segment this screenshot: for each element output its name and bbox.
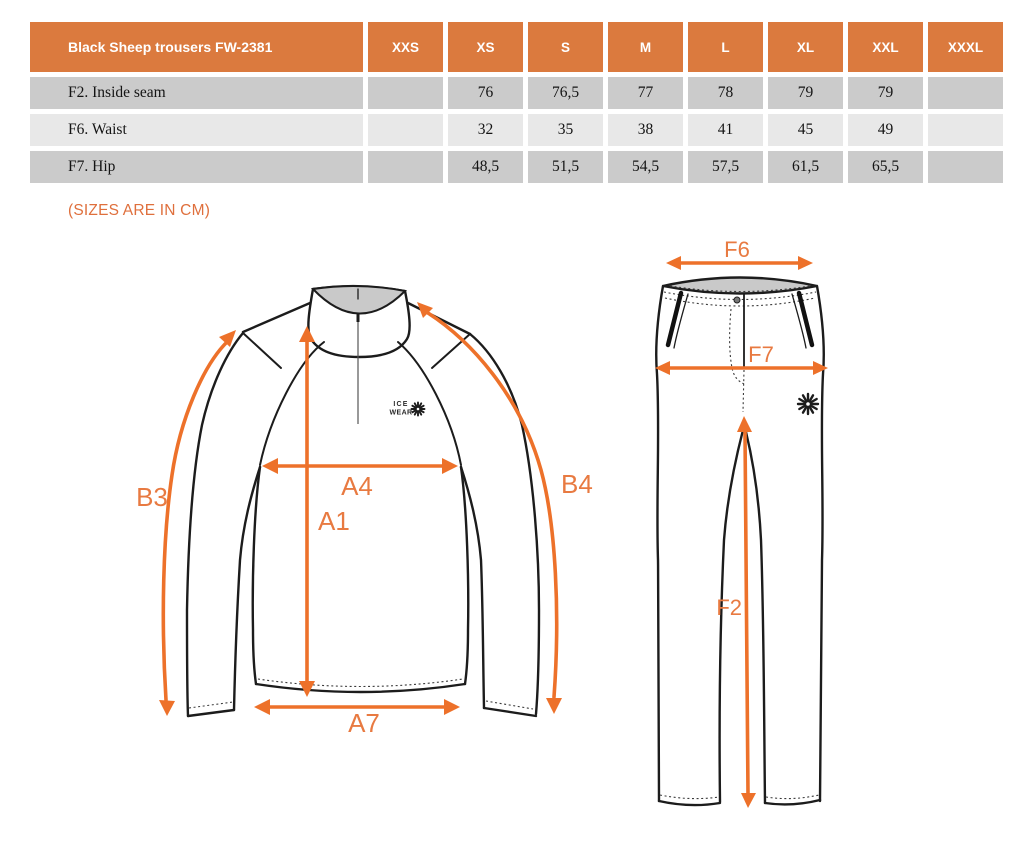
measurement-diagrams (0, 230, 1030, 849)
measurement-f2 (716, 416, 756, 808)
left-sleeve-head-seam (243, 333, 281, 368)
left-cuff (188, 710, 234, 716)
cell-waist-m: 38 (608, 114, 683, 146)
cell-waist-l: 41 (688, 114, 763, 146)
f7-arrowhead-right (813, 361, 828, 375)
cell-hip-xl: 61,5 (768, 151, 843, 183)
a4-arrowhead-right (442, 458, 458, 474)
cell-hip-xxs (368, 151, 443, 183)
f2-arrow-shaft (745, 432, 748, 794)
size-table (30, 22, 1003, 183)
cell-waist-xs: 32 (448, 114, 523, 146)
f2-arrowhead-bottom (741, 793, 756, 808)
b3-label: B3 (136, 482, 168, 512)
fly-stitch-center (743, 370, 744, 412)
shirt-diagram (136, 286, 593, 738)
trousers-diagram (655, 237, 828, 808)
fly-stitch-j (730, 309, 744, 384)
right-pocket-trim (799, 293, 812, 345)
left-cuff-stitch (189, 702, 233, 708)
a7-label: A7 (348, 708, 380, 738)
sizes-in-cm-note: (SIZES ARE IN CM) (68, 202, 211, 219)
size-header-xxxl: XXXL (928, 22, 1003, 72)
size-header-xs: XS (448, 22, 523, 72)
trousers-right-outer (817, 286, 824, 801)
left-pocket-trim (668, 293, 681, 345)
cell-inside-seam-xl: 79 (768, 77, 843, 109)
shirt-body-right-side (461, 467, 468, 684)
f6-label: F6 (724, 237, 750, 262)
cell-inside-seam-xxl: 79 (848, 77, 923, 109)
waist-button (734, 297, 740, 303)
a1-arrowhead-top (299, 326, 315, 342)
right-sleeve-head-seam (432, 334, 470, 368)
f2-label: F2 (716, 595, 742, 620)
size-header-l: L (688, 22, 763, 72)
measurement-a1 (299, 326, 350, 697)
b4-arrow-curve (428, 313, 557, 697)
cell-waist-xxl: 49 (848, 114, 923, 146)
size-header-xxs: XXS (368, 22, 443, 72)
a4-arrowhead-left (262, 458, 278, 474)
cell-waist-xxxl (928, 114, 1003, 146)
size-header-xxl: XXL (848, 22, 923, 72)
size-header-m: M (608, 22, 683, 72)
snowflake-icon (798, 394, 818, 414)
row-label-waist: F6. Waist (30, 114, 363, 146)
cell-inside-seam-m: 77 (608, 77, 683, 109)
cell-inside-seam-xxxl (928, 77, 1003, 109)
measurement-f6 (666, 237, 813, 270)
snowflake-icon (412, 403, 425, 416)
f6-arrowhead-right (798, 256, 813, 270)
cell-hip-xs: 48,5 (448, 151, 523, 183)
b3-arrowhead-bottom (159, 700, 175, 716)
left-leg-hem (659, 801, 720, 805)
f6-arrowhead-left (666, 256, 681, 270)
right-leg-hem (765, 800, 820, 804)
cell-waist-xl: 45 (768, 114, 843, 146)
cell-hip-xxxl (928, 151, 1003, 183)
b4-label: B4 (561, 469, 593, 499)
measurement-a7 (254, 699, 460, 738)
left-shoulder-line (243, 303, 310, 332)
f7-label: F7 (748, 342, 774, 367)
left-leg-hem-stitch (660, 795, 719, 799)
shirt-body-left-side (253, 467, 260, 684)
b4-arrowhead-bottom (546, 698, 562, 714)
left-raglan-seam (260, 342, 324, 465)
logo-text-wear: WEAR (389, 409, 413, 417)
size-header-xl: XL (768, 22, 843, 72)
cell-inside-seam-s: 76,5 (528, 77, 603, 109)
a4-label: A4 (341, 471, 373, 501)
right-leg-hem-stitch (766, 795, 819, 799)
shirt-collar-opening (313, 286, 405, 314)
a7-arrowhead-left (254, 699, 270, 715)
measurement-a4 (262, 458, 458, 501)
logo-text-ice: ICE (393, 401, 409, 408)
shirt-hem (256, 684, 465, 692)
cell-hip-s: 51,5 (528, 151, 603, 183)
table-title: Black Sheep trousers FW-2381 (30, 22, 363, 72)
f2-arrowhead-top (737, 416, 752, 432)
b3-arrow-curve (163, 341, 228, 700)
measurement-b4 (417, 302, 593, 714)
size-header-s: S (528, 22, 603, 72)
trousers-left-outer (656, 286, 663, 801)
row-label-inside-seam: F2. Inside seam (30, 77, 363, 109)
cell-waist-s: 35 (528, 114, 603, 146)
cell-inside-seam-xs: 76 (448, 77, 523, 109)
cell-hip-xxl: 65,5 (848, 151, 923, 183)
cell-hip-l: 57,5 (688, 151, 763, 183)
shirt-hem-stitch (258, 679, 463, 687)
cell-inside-seam-xxs (368, 77, 443, 109)
cell-inside-seam-l: 78 (688, 77, 763, 109)
a7-arrowhead-right (444, 699, 460, 715)
cell-waist-xxs (368, 114, 443, 146)
row-label-hip: F7. Hip (30, 151, 363, 183)
cell-hip-m: 54,5 (608, 151, 683, 183)
right-cuff (484, 708, 536, 716)
right-cuff-stitch (486, 701, 533, 709)
measurement-f7 (655, 342, 828, 375)
a1-label: A1 (318, 506, 350, 536)
